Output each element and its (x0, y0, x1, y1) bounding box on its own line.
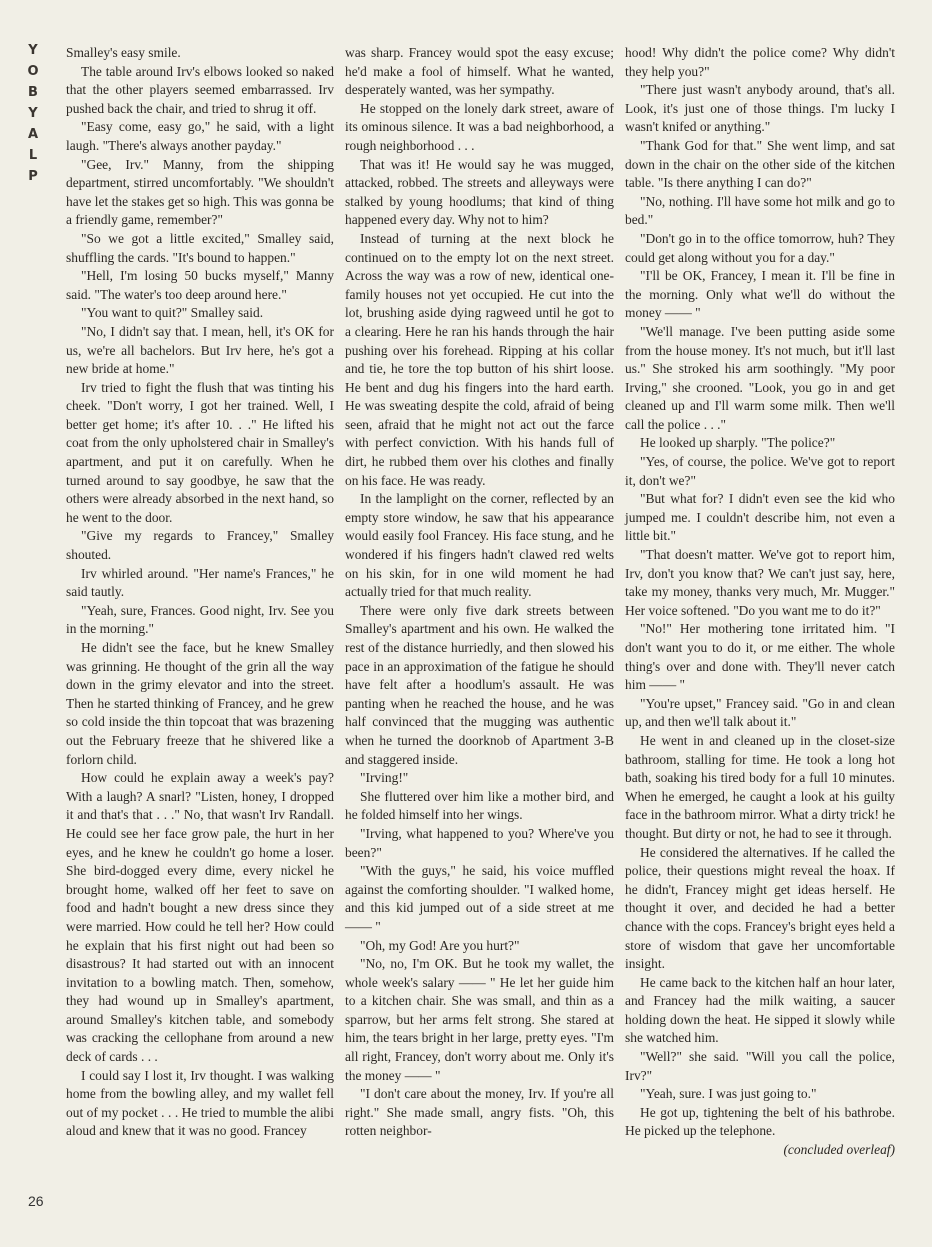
paragraph: "Don't go in to the office tomorrow, huh? They could get along without you for a day." (625, 230, 895, 265)
paragraph: He came back to the kitchen half an hour later, and Francey had the milk waiting, a saucer holding down the heat. He sipped it slowly while she watched him. (625, 974, 895, 1046)
side-letter: Y (28, 106, 38, 121)
page-number: 26 (28, 1193, 44, 1209)
paragraph: "No!" Her mothering tone irritated him. "I don't want you to do it, or me either. The whole thing's over and done with. They'll never catch him —— " (625, 621, 895, 693)
paragraph: How could he explain away a week's pay? With a laugh? A snarl? "Listen, honey, I dropped it and that's that . . ." No, that wasn't Irv Randall. He could see her face grow pale, the hurt in her eyes, and he knew he couldn't go home a loser. She bird-dogged every dime, every nickel he brought home, walked off her feet to save on food and hadn't bought a new dress since they were married. How could he tell her? How could he explain that his first night out had been so disastrous? It had started out with an innocent invitation to a bowling match. Then, somehow, they had wound up in Smalley's apartment, around Smalley's kitchen table, and somebody was cracking the cellophane from around a new deck of cards . . . (66, 770, 334, 1065)
paragraph: He stopped on the lonely dark street, aware of its ominous silence. It was a bad neighborhood, a rough neighborhood . . . (345, 100, 614, 153)
continuation-note: (concluded overleaf) (783, 1142, 895, 1158)
paragraph: "Yeah, sure. I was just going to." (640, 1086, 817, 1102)
paragraph: hood! Why didn't the police come? Why didn't they help you?" (625, 45, 895, 79)
side-letter: P (28, 169, 38, 184)
paragraph: "I'll be OK, Francey, I mean it. I'll be fine in the morning. Only what we'll do without the money —— " (625, 268, 895, 321)
paragraph: She fluttered over him like a mother bird, and he folded himself into her wings. (345, 788, 614, 823)
paragraph: "No, no, I'm OK. But he took my wallet, the whole week's salary —— " He let her guide him to a kitchen chair. She was small, and thin as a sparrow, but her arms felt strong. She stared at him, the tears bright in her large, pretty eyes. "I'm all right, Francey, don't worry about me. Only it's the money —— " (345, 956, 614, 1083)
paragraph: was sharp. Francey would spot the easy excuse; he'd make a fool of himself. What he wanted, desperately wanted, was her sympathy. (345, 45, 614, 98)
paragraph: "Yeah, sure, Frances. Good night, Irv. See you in the morning." (66, 602, 334, 637)
paragraph: That was it! He would say he was mugged, attacked, robbed. The streets and alleyways were stalked by young hoodlums; that kind of thing happened every day. Why not to him? (345, 156, 614, 228)
text-column-2 (345, 44, 614, 1141)
paragraph: "Yes, of course, the police. We've got to report it, don't we?" (625, 454, 895, 488)
paragraph: "Hell, I'm losing 50 bucks myself," Manny said. "The water's too deep around here." (66, 268, 334, 302)
paragraph: "You want to quit?" Smalley said. (81, 305, 264, 321)
paragraph: "Oh, my God! Are you hurt?" (360, 937, 520, 953)
side-letter: A (27, 127, 39, 142)
magazine-side-label (18, 40, 48, 187)
side-letter: L (28, 148, 38, 163)
paragraph: "Gee, Irv." Manny, from the shipping department, stirred uncomfortably. "We shouldn't have let the stakes get so high. This was gonna be a friendly game, remember?" (66, 156, 334, 228)
text-column-1 (66, 44, 334, 1141)
paragraph: "There just wasn't anybody around, that's all. Look, it's just one of those things. I'm lucky I wasn't knifed or anything." (625, 82, 895, 135)
paragraph: "That doesn't matter. We've got to report him, Irv, don't you know that? We can't just say, here, take my money, thanks very much, Mr. Mugger." Her voice softened. "Do you want me to do it?" (625, 547, 895, 618)
side-letter: O (27, 64, 39, 79)
paragraph: "No, nothing. I'll have some hot milk and go to bed." (625, 193, 895, 228)
paragraph: I could say I lost it, Irv thought. I was walking home from the bowling alley, and my wallet fell out of my pocket . . . He tried to mumble the alibi aloud and knew that it was no good. Francey (66, 1067, 334, 1139)
paragraph: "I don't care about the money, Irv. If you're all right." She made small, angry fists. "Oh, this rotten neighbor- (345, 1086, 614, 1139)
paragraph: He looked up sharply. "The police?" (640, 435, 836, 451)
paragraph: "You're upset," Francey said. "Go in and clean up, and then we'll talk about it." (625, 695, 895, 730)
paragraph: Instead of turning at the next block he continued on to the empty lot on the next street. Across the way was a row of new, identical one-family houses not yet occupied. He cut into the lot, brushing aside dying ragweed until he got to a clearing. Here he ran his hands through the hair pushing over his forehead. Ripping at his collar and tie, he tore the top button of his shirt loose. He bent and dug his fingers into the hard earth. He was sweating despite the cold, afraid of being seen, afraid that he might not act out the farce with perfect conviction. With his hands full of dirt, he rubbed them over his clothes and finally on his face. He was ready. (345, 230, 614, 488)
paragraph: "No, I didn't say that. I mean, hell, it's OK for us, we're all bachelors. But Irv here, he's got a new bride at home." (66, 323, 334, 377)
paragraph: "Irving, what happened to you? Where've you been?" (345, 825, 614, 860)
paragraph: Irv tried to fight the flush that was tinting his cheek. "Don't worry, I got her trained. Well, I better get home; it's after 10. . ." He lifted his coat from the only upholstered chair in Smalley's apartment, and put it on carefully. When he turned around to say goodbye, he saw that the others were already absorbed in the next hand, so he went to the door. (66, 379, 334, 525)
paragraph: "We'll manage. I've been putting aside some from the house money. It's not much, but it'll last us." She stroked his arm soothingly. "My poor Irving," she crooned. "Look, you go in and get cleaned up and I'll warm some milk. Then we'll call the police . . ." (625, 323, 895, 432)
paragraph: "Irving!" (360, 770, 409, 786)
paragraph: "Give my regards to Francey," Smalley shouted. (66, 528, 334, 563)
paragraph: He considered the alternatives. If he called the police, their questions might reveal the hoax. If he didn't, Francey might get ideas herself. He thought it over, and decided he had a better chance with the cops. Francey's bright eyes held a store of wisdom that gave her uncomfortable insight. (625, 844, 895, 972)
paragraph: "But what for? I didn't even see the kid who jumped me. I couldn't describe him, not even a little bit." (625, 491, 895, 544)
paragraph: "Well?" she said. "Will you call the police, Irv?" (625, 1049, 895, 1083)
side-letter: Y (28, 43, 38, 58)
paragraph: "Easy come, easy go," he said, with a light laugh. "There's always another payday." (66, 119, 334, 153)
paragraph: He went in and cleaned up in the closet-size bathroom, stalling for time. He took a long hot bath, soaking his tired body for a full 10 minutes. When he emerged, he caught a look at his guilty face in the bathroom mirror. What a dirty trick! he thought. But dirty or not, he had to see it through. (625, 732, 895, 841)
paragraph: "With the guys," he said, his voice muffled against the comforting shoulder. "I walked home, and this kid jumped out of a side street at me —— " (345, 863, 614, 934)
paragraph: The table around Irv's elbows looked so naked that the other players seemed embarrassed. Irv pushed back the chair, and tried to shrug it off. (66, 63, 334, 116)
side-letter: B (28, 85, 38, 100)
text-column-3 (625, 44, 895, 1160)
paragraph: Irv whirled around. "Her name's Frances," he said tautly. (66, 565, 334, 600)
paragraph: He didn't see the face, but he knew Smalley was grinning. He thought of the grin all the way down in the grimy elevator and into the street. Then he started thinking of Francey, and he grew so cold inside the thin topcoat that was brazening out the February freeze that he shivered like a forlorn child. (66, 640, 334, 767)
paragraph: In the lamplight on the corner, reflected by an empty store window, he saw that his appearance would easily fool Francey. His face stung, and he wondered if his fingers hadn't clawed red welts on his skin, for in one wild moment he had actually tried for that much reality. (345, 491, 614, 600)
paragraph: "So we got a little excited," Smalley said, shuffling the cards. "It's bound to happen." (66, 230, 334, 265)
paragraph: "Thank God for that." She went limp, and sat down in the chair on the other side of the kitchen table. "Is there anything I can do?" (625, 137, 895, 191)
paragraph: There were only five dark streets between Smalley's apartment and his own. He walked the rest of the distance hurriedly, and then slowed his pace in an approximation of the fatigue he should have felt after a hoodlum's assault. He was panting when he reached the house, and he was half convinced that the mugging was authentic when he turned the doorknob of Apartment 3-B and staggered inside. (345, 602, 614, 767)
paragraph: He got up, tightening the belt of his bathrobe. He picked up the telephone. (625, 1104, 895, 1139)
paragraph: Smalley's easy smile. (66, 45, 181, 60)
